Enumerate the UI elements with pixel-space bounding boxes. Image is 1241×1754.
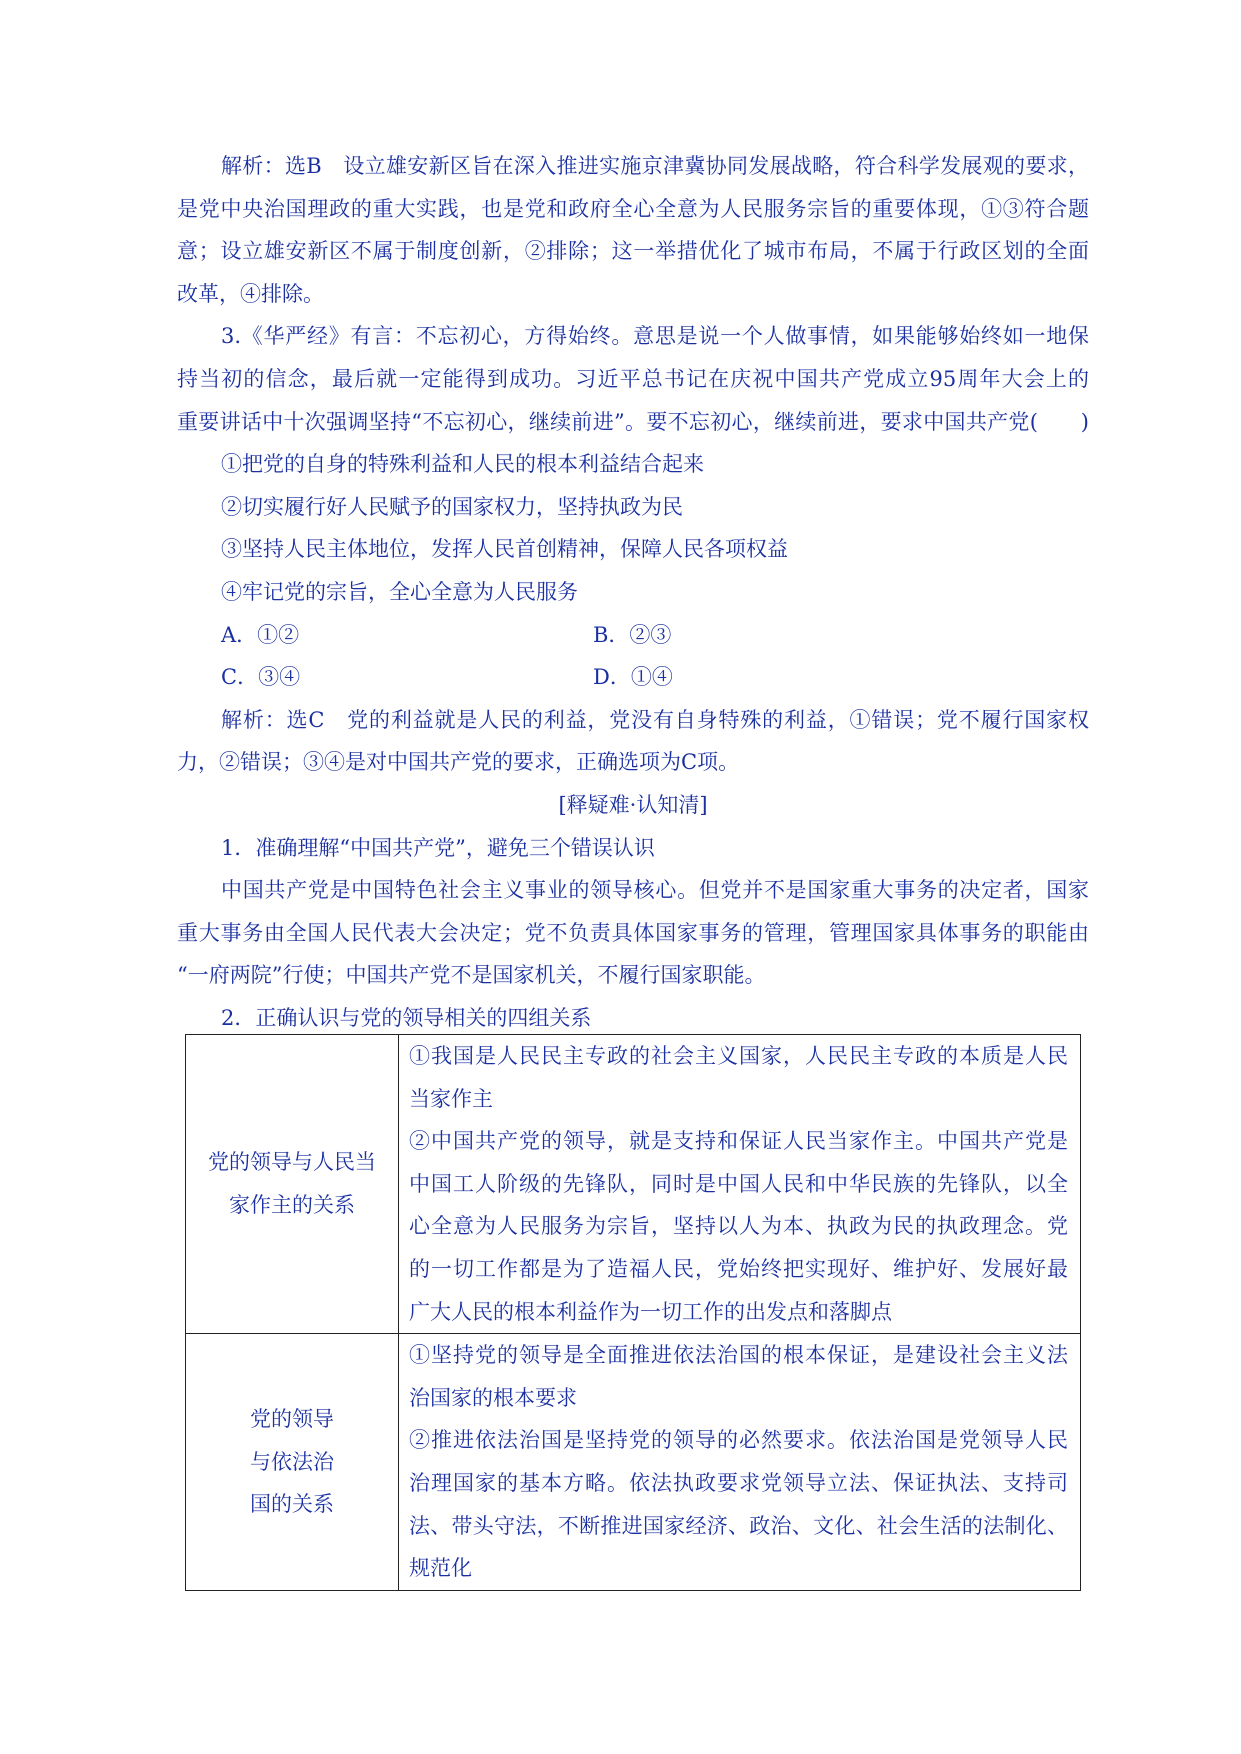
table-key-line: 家作主的关系 [229,1193,355,1218]
table-value-line: 规范化 [409,1556,472,1581]
point-1 [177,827,1089,997]
text-line: 重大事务由全国人民代表大会决定；党不负责具体国家事务的管理，管理国家具体事务的职能由 [177,920,1089,945]
option-b: B．②③ [593,622,672,647]
table-key-line: 与依法治 [250,1449,334,1474]
table-value-line: ①坚持党的领导是全面推进依法治国的根本保证，是建设社会主义法 [409,1343,1068,1368]
table-value-line: 广大人民的根本利益作为一切工作的出发点和落脚点 [409,1299,892,1324]
analysis-2 [177,699,1089,784]
statement: ③坚持人民主体地位，发挥人民首创精神，保障人民各项权益 [221,537,788,562]
table-value-line: 心全意为人民服务为宗旨，坚持以人为本、执政为民的执政理念。党 [409,1214,1068,1239]
statement: ④牢记党的宗旨，全心全意为人民服务 [221,579,578,604]
document-page [177,145,1089,1039]
question-3 [177,315,1089,698]
table-value-cell [399,1035,1081,1334]
relations-table [185,1034,1081,1591]
text-line: 力，②错误；③④是对中国共产党的要求，正确选项为C项。 [177,750,740,775]
table-value-line: ①我国是人民民主专政的社会主义国家，人民民主专政的本质是人民 [409,1044,1068,1068]
table-row [186,1035,1081,1334]
question-stem-line: 3.《华严经》有言：不忘初心，方得始终。意思是说一个人做事情，如果能够始终如一地保 [221,324,1089,349]
text-line: 解析：选C 党的利益就是人民的利益，党没有自身特殊的利益，①错误；党不履行国家权 [221,707,1089,732]
table-value-line: 的一切工作都是为了造福人民，党始终把实现好、维护好、发展好最 [409,1256,1068,1281]
table-value-cell [399,1334,1081,1591]
text-line: “一府两院”行使；中国共产党不是国家机关，不履行国家职能。 [177,963,766,988]
table-key-cell [186,1035,399,1334]
table-value-line: 治理国家的基本方略。依法执政要求党领导立法、保证执法、支持司 [409,1470,1068,1495]
text-line: 是党中央治国理政的重大实践，也是党和政府全心全意为人民服务宗旨的重要体现，①③符合题 [177,196,1089,221]
table-value-line: 中国工人阶级的先锋队，同时是中国人民和中华民族的先锋队，以全 [409,1171,1068,1196]
text-line: 改革，④排除。 [177,281,324,306]
statement: ①把党的自身的特殊利益和人民的根本利益结合起来 [221,452,704,477]
option-a: A．①② [221,622,300,647]
statement: ②切实履行好人民赋予的国家权力，坚持执政为民 [221,494,683,519]
table-value-line: 法、带头守法，不断推进国家经济、政治、文化、社会生活的法制化、 [409,1513,1068,1538]
question-stem-line: 重要讲话中十次强调坚持“不忘初心，继续前进”。要不忘初心，继续前进，要求中国共产党( ) [177,409,1089,434]
table-value-line: 当家作主 [409,1086,493,1111]
table-value-line: ②中国共产党的领导，就是支持和保证人民当家作主。中国共产党是 [409,1129,1068,1154]
table-key-line: 党的领导 [250,1407,334,1432]
option-c: C．③④ [221,665,301,690]
option-d: D．①④ [593,665,673,690]
table-key-cell [186,1334,399,1591]
options-row [177,614,1089,657]
point-heading: 1．准确理解“中国共产党”，避免三个错误认识 [221,835,655,860]
table-key-line: 党的领导与人民当 [208,1150,376,1175]
table-key-line: 国的关系 [250,1492,334,1517]
options-row [177,656,1089,699]
section-title: [释疑难·认知清] [558,792,708,817]
text-line: 意；设立雄安新区不属于制度创新，②排除；这一举措优化了城市布局，不属于行政区划的全面 [177,239,1089,264]
question-stem-line: 持当初的信念，最后就一定能得到成功。习近平总书记在庆祝中国共产党成立95周年大会上的 [177,366,1089,391]
table-value-line: ②推进依法治国是坚持党的领导的必然要求。依法治国是党领导人民 [409,1428,1068,1453]
analysis-1 [177,145,1089,315]
text-line: 解析：选B 设立雄安新区旨在深入推进实施京津冀协同发展战略，符合科学发展观的要求， [221,154,1089,178]
point-heading: 2．正确认识与党的领导相关的四组关系 [221,1005,592,1030]
text-line: 中国共产党是中国特色社会主义事业的领导核心。但党并不是国家重大事务的决定者，国家 [221,878,1089,903]
table-value-line: 治国家的根本要求 [409,1385,577,1410]
table-row [186,1334,1081,1591]
